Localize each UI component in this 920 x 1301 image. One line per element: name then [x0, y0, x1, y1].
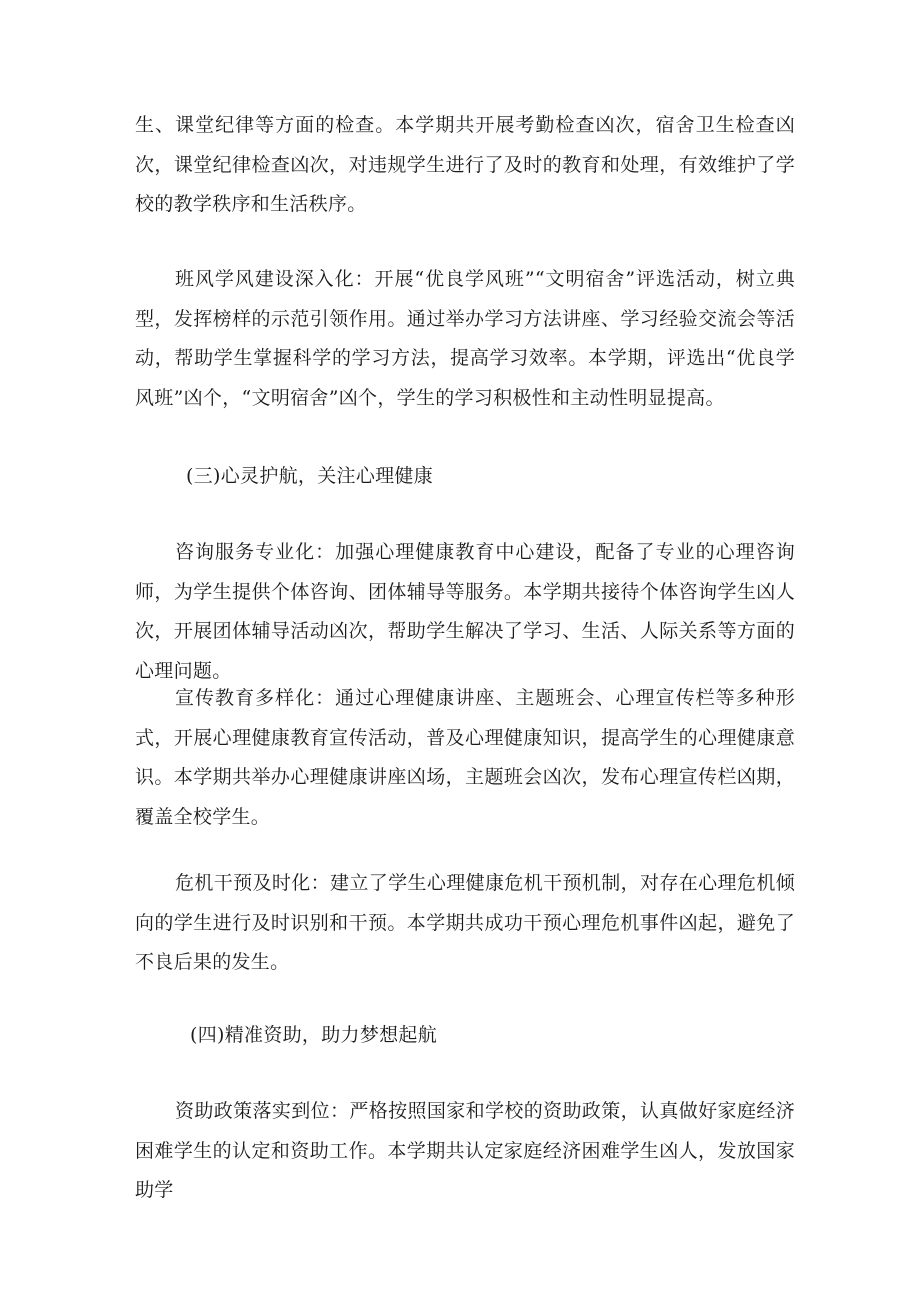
section-heading-mental-health: (三)心灵护航，关注心理健康	[186, 465, 434, 487]
paragraph-counseling-services: 咨询服务专业化：加强心理健康教育中心建设，配备了专业的心理咨询师，为学生提供个体咨询、团体辅导等服务。本学期共接待个体咨询学生凶人次，开展团体辅导活动凶次，帮助学生解决了学习、生活、人际关系等方面的心理问题。	[135, 541, 795, 682]
paragraph-aid-policy: 资助政策落实到位：严格按照国家和学校的资助政策，认真做好家庭经济困难学生的认定和资助工作。本学期共认定家庭经济困难学生凶人，发放国家助学	[135, 1100, 795, 1201]
paragraph-class-style-building: 班风学风建设深入化：开展“优良学风班”“文明宿舍”评选活动，树立典型，发挥榜样的示范引领作用。通过举办学习方法讲座、学习经验交流会等活动，帮助学生掌握科学的学习方法，提高学习效率。本学期，评选出“优良学风班”凶个，“文明宿舍”凶个，学生的学习积极性和主动性明显提高。	[135, 268, 795, 409]
paragraph-discipline-checks: 生、课堂纪律等方面的检查。本学期共开展考勤检查凶次，宿舍卫生检查凶次，课堂纪律检查凶次，对违规学生进行了及时的教育和处理，有效维护了学校的教学秩序和生活秩序。	[135, 114, 795, 215]
section-heading-financial-aid: (四)精准资助，助力梦想起航	[190, 1024, 438, 1046]
paragraph-crisis-intervention: 危机干预及时化：建立了学生心理健康危机干预机制，对存在心理危机倾向的学生进行及时识别和干预。本学期共成功干预心理危机事件凶起，避免了不良后果的发生。	[135, 872, 795, 973]
paragraph-publicity-education: 宣传教育多样化：通过心理健康讲座、主题班会、心理宣传栏等多种形式，开展心理健康教育宣传活动，普及心理健康知识，提高学生的心理健康意识。本学期共举办心理健康讲座凶场，主题班会凶次，发布心理宣传栏凶期，覆盖全校学生。	[135, 687, 795, 828]
